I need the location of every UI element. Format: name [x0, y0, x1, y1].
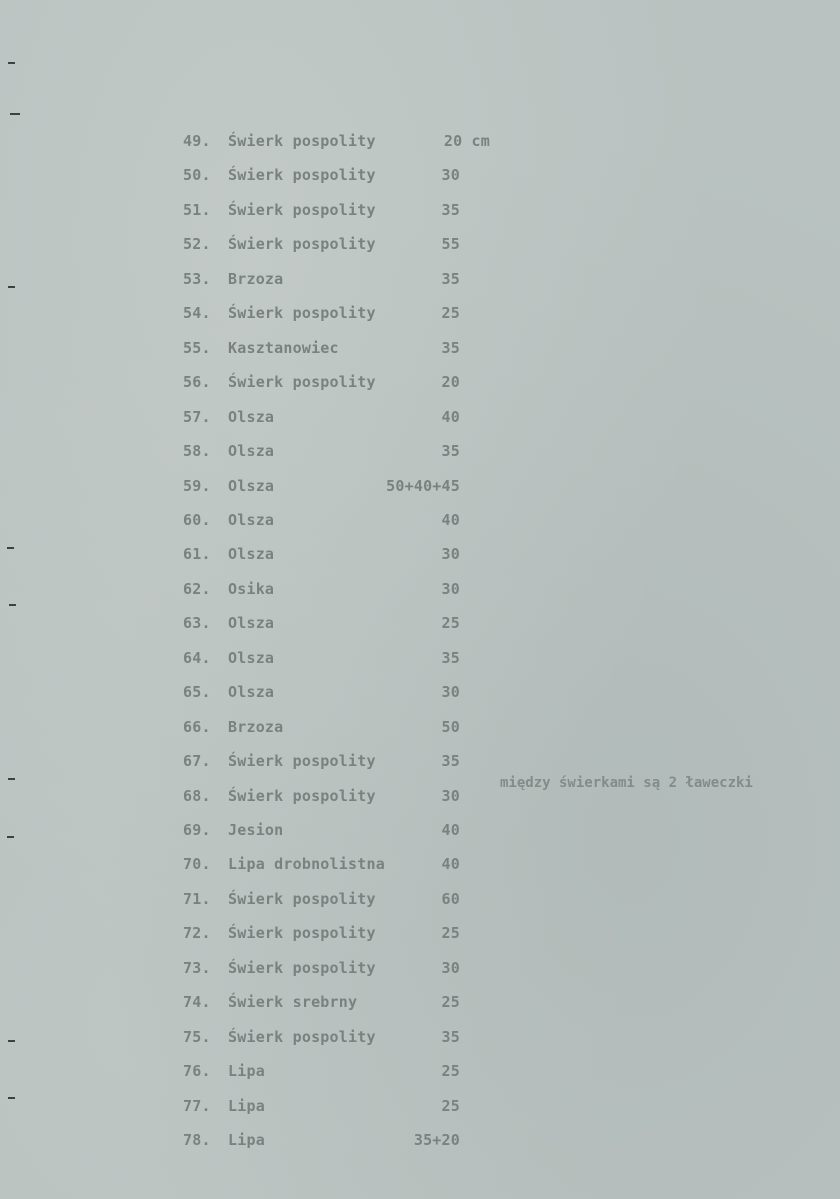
species-name: Lipa	[228, 1131, 265, 1150]
diameter-value: 40	[441, 821, 460, 839]
diameter-value: 55	[441, 235, 460, 254]
item-number: 62.	[183, 579, 211, 598]
edge-mark	[7, 547, 14, 549]
item-number: 64.	[183, 648, 211, 667]
item-number: 58.	[183, 442, 211, 461]
diameter-value: 60	[441, 889, 460, 908]
item-number: 70.	[183, 855, 211, 874]
species-name: Świerk pospolity	[228, 889, 376, 908]
diameter-value: 25	[441, 304, 460, 323]
species-name: Olsza	[228, 614, 275, 633]
item-number: 49.	[183, 132, 211, 150]
edge-mark	[8, 1097, 15, 1099]
diameter-value: 35	[441, 752, 460, 771]
diameter-value: 25	[441, 993, 460, 1012]
species-name: Świerk pospolity	[228, 786, 376, 805]
species-name: Olsza	[228, 648, 275, 667]
item-number: 75.	[183, 1027, 211, 1046]
item-number: 52.	[183, 235, 211, 254]
diameter-value: 30	[441, 683, 460, 702]
diameter-value: 35	[441, 1027, 460, 1046]
species-name: Świerk pospolity	[228, 200, 376, 219]
item-number: 57.	[183, 407, 211, 426]
species-name: Olsza	[228, 683, 275, 702]
diameter-value: 35	[441, 269, 460, 288]
edge-mark	[8, 778, 15, 780]
species-name: Lipa drobnolistna	[228, 855, 385, 874]
species-name: Świerk srebrny	[228, 993, 358, 1012]
diameter-value: 20	[441, 373, 460, 392]
species-name: Świerk pospolity	[228, 1027, 376, 1046]
item-number: 54.	[183, 304, 211, 323]
diameter-value: 35	[441, 338, 460, 357]
species-name: Świerk pospolity	[228, 235, 376, 254]
item-number: 50.	[183, 166, 211, 185]
diameter-value: 50+40+45	[386, 476, 460, 495]
edge-mark	[7, 836, 14, 838]
diameter-value: 30	[441, 545, 460, 564]
species-name: Olsza	[228, 510, 275, 529]
diameter-value: 20 cm	[443, 132, 490, 150]
species-name: Świerk pospolity	[228, 958, 376, 977]
diameter-value: 25	[441, 1096, 460, 1115]
item-number: 67.	[183, 752, 211, 771]
diameter-value: 40	[441, 407, 460, 426]
diameter-value: 50	[441, 717, 460, 736]
species-name: Brzoza	[228, 717, 284, 736]
species-name: Olsza	[228, 476, 275, 495]
diameter-value: 40	[441, 855, 460, 874]
diameter-value: 35	[441, 200, 460, 219]
item-number: 73.	[183, 958, 211, 977]
species-name: Świerk pospolity	[228, 304, 376, 323]
item-number: 63.	[183, 614, 211, 633]
item-number: 56.	[183, 373, 211, 392]
species-name: Kasztanowiec	[228, 338, 339, 357]
edge-mark	[9, 604, 16, 606]
species-name: Osika	[228, 579, 275, 598]
species-name: Olsza	[228, 442, 275, 461]
species-name: Olsza	[228, 407, 275, 426]
item-number: 68.	[183, 786, 211, 805]
item-number: 53.	[183, 269, 211, 288]
species-name: Lipa	[228, 1062, 265, 1081]
diameter-value: 35	[441, 442, 460, 461]
species-name: Świerk pospolity	[228, 166, 376, 185]
item-number: 65.	[183, 683, 211, 702]
species-name: Świerk pospolity	[228, 132, 376, 150]
item-number: 55.	[183, 338, 211, 357]
item-number: 76.	[183, 1062, 211, 1081]
item-number: 59.	[183, 476, 211, 495]
diameter-value: 35	[441, 648, 460, 667]
species-name: Świerk pospolity	[228, 373, 376, 392]
item-number: 74.	[183, 993, 211, 1012]
species-name: Świerk pospolity	[228, 924, 376, 943]
item-number: 78.	[183, 1131, 211, 1150]
diameter-value: 30	[441, 579, 460, 598]
diameter-value: 25	[441, 1062, 460, 1081]
edge-mark	[8, 286, 15, 288]
edge-mark	[8, 62, 15, 64]
item-number: 71.	[183, 889, 211, 908]
item-number: 60.	[183, 510, 211, 529]
item-number: 61.	[183, 545, 211, 564]
species-name: Świerk pospolity	[228, 752, 376, 771]
species-name: Brzoza	[228, 269, 284, 288]
species-name: Lipa	[228, 1096, 265, 1115]
diameter-value: 25	[441, 614, 460, 633]
diameter-value: 30	[441, 786, 460, 805]
item-number: 69.	[183, 821, 211, 839]
diameter-value: 35+20	[413, 1131, 460, 1150]
species-name: Olsza	[228, 545, 275, 564]
species-name: Jesion	[228, 821, 284, 839]
diameter-value: 30	[441, 166, 460, 185]
diameter-value: 30	[441, 958, 460, 977]
item-number: 77.	[183, 1096, 211, 1115]
diameter-value: 40	[441, 510, 460, 529]
item-number: 66.	[183, 717, 211, 736]
item-number: 51.	[183, 200, 211, 219]
edge-mark	[10, 113, 20, 115]
side-note: między świerkami są 2 ławeczki	[500, 775, 753, 791]
edge-mark	[8, 1040, 15, 1042]
item-number: 72.	[183, 924, 211, 943]
diameter-value: 25	[441, 924, 460, 943]
